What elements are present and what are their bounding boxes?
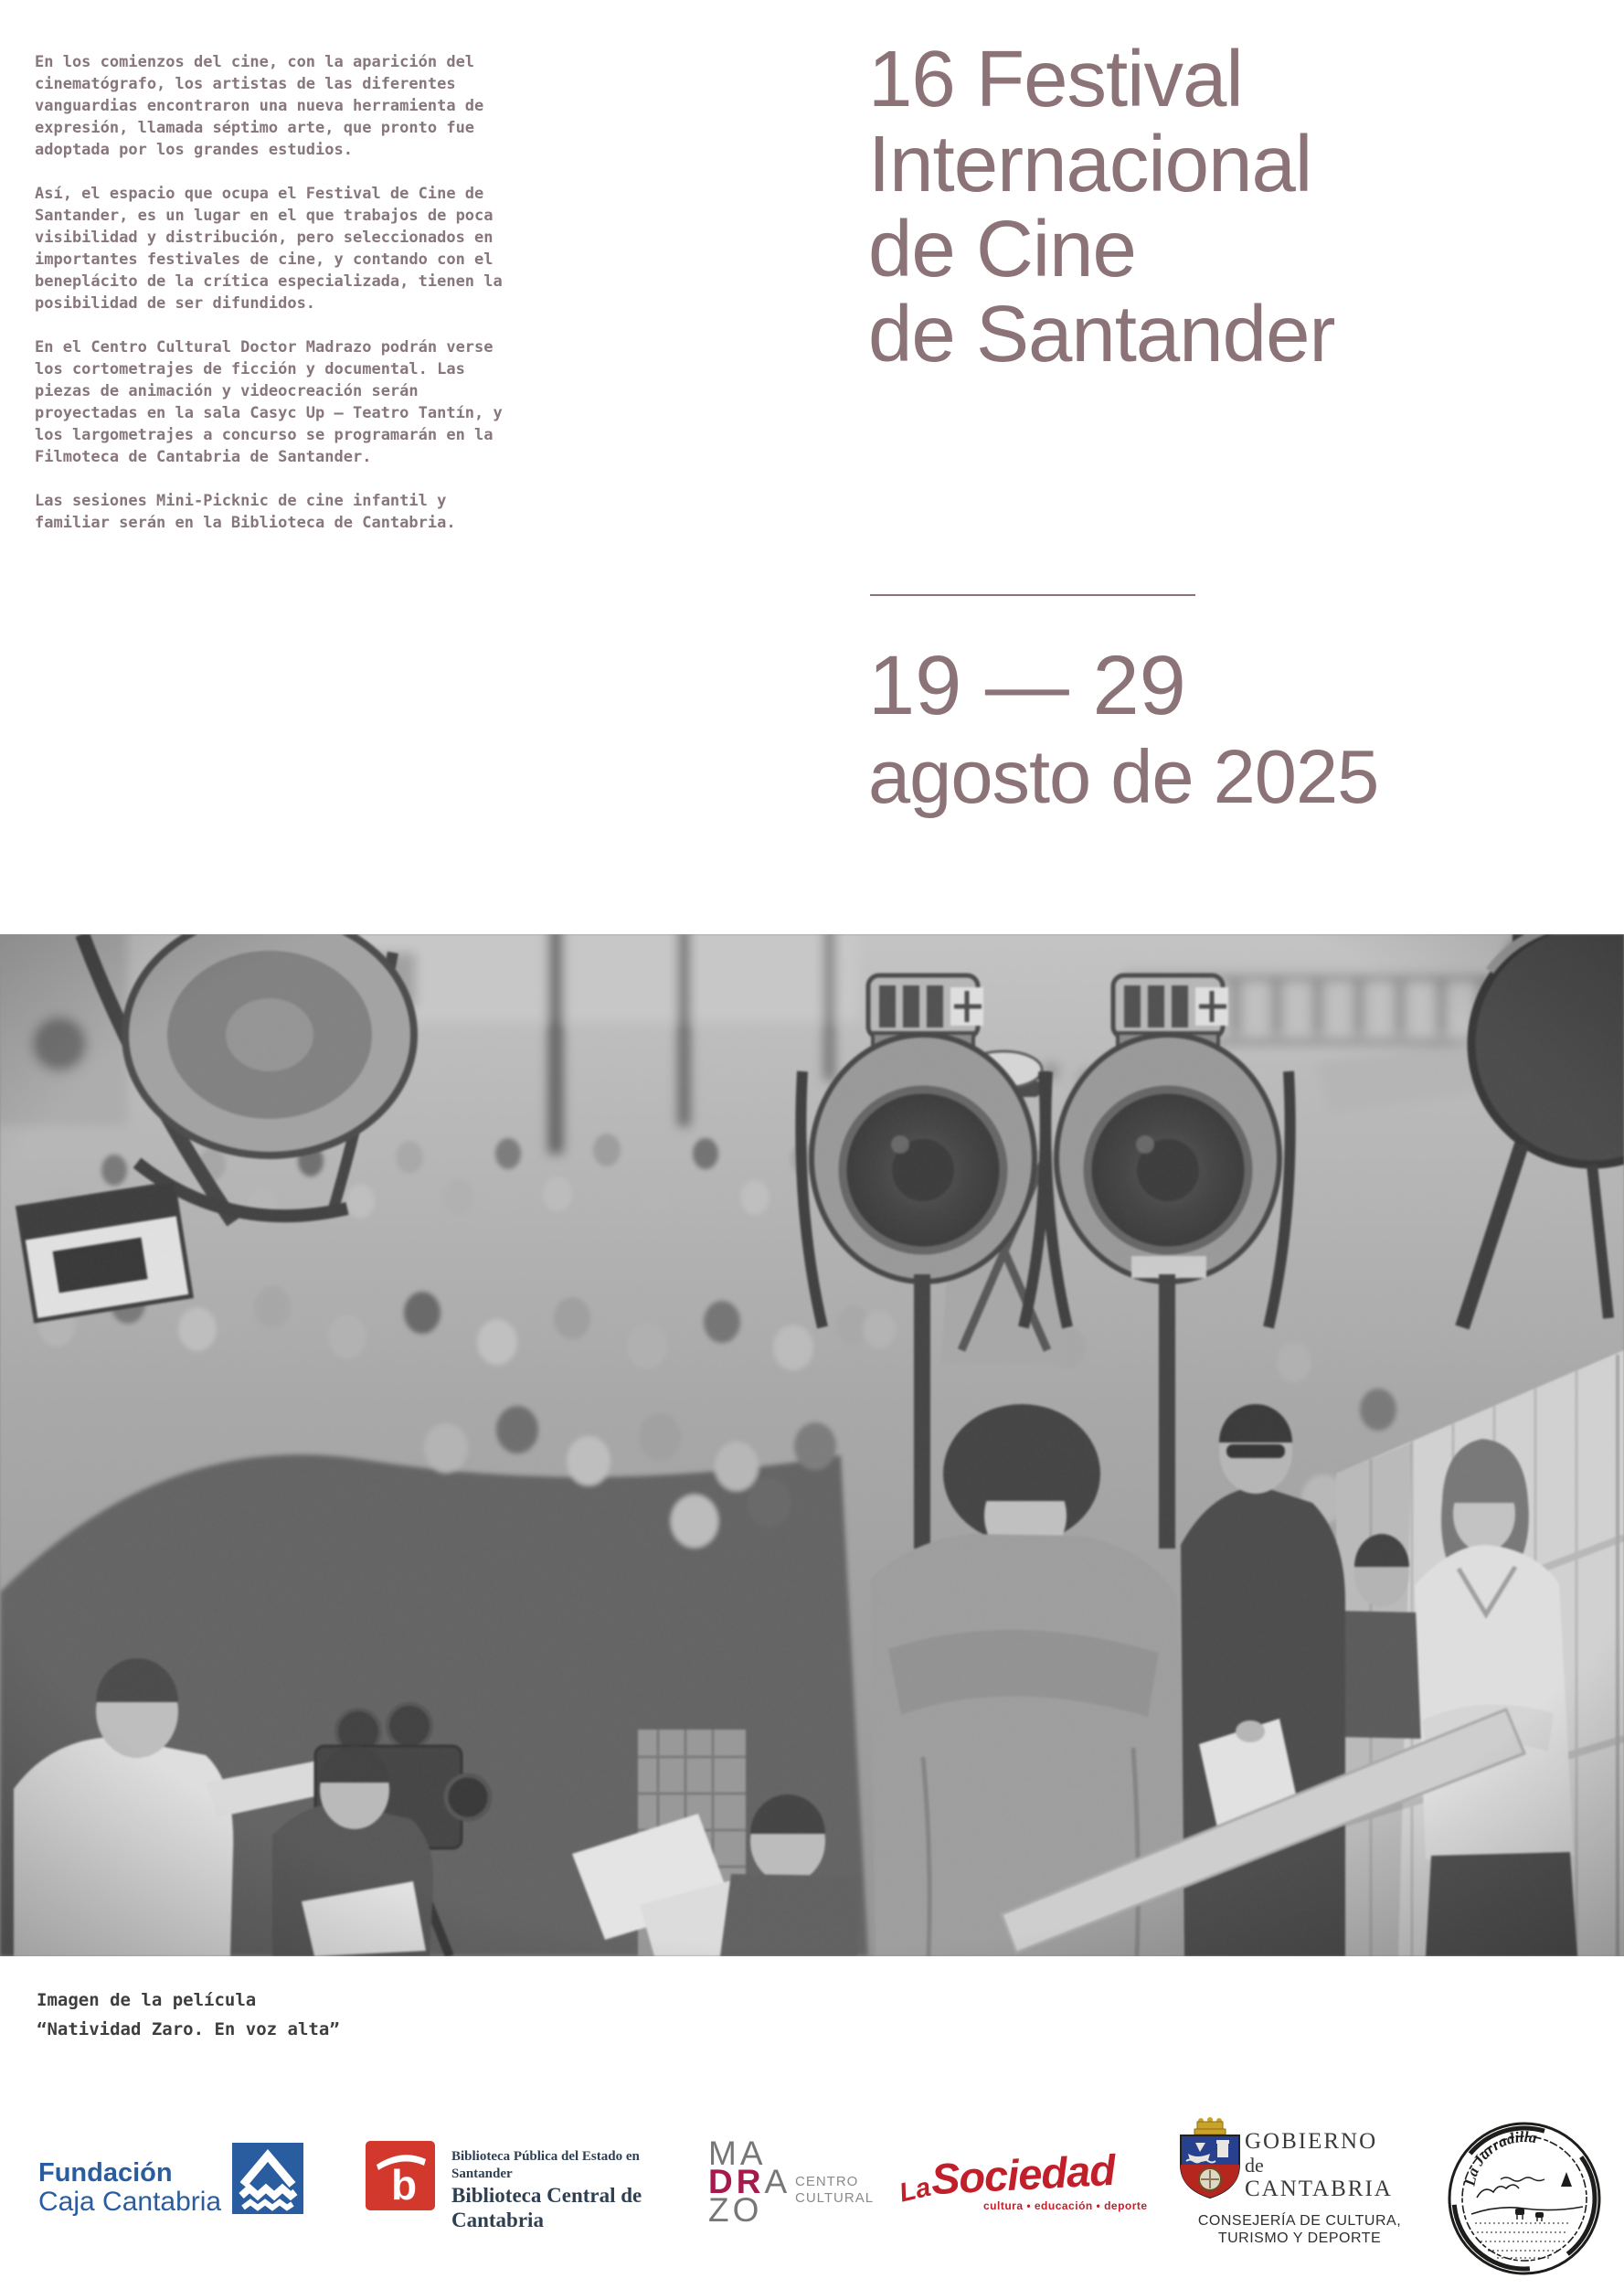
festival-photo-illustration [0, 934, 1624, 1956]
sociedad-la: La [897, 2172, 934, 2209]
biblioteca-line: Cantabria [451, 2209, 544, 2231]
caption-line: Imagen de la película [37, 1990, 257, 2010]
intro-paragraph: Las sesiones Mini-Picknic de cine infantil y familiar serán en la Biblioteca de Cantabria. [35, 492, 456, 532]
intro-paragraph: Así, el espacio que ocupa el Festival de Cine de Santander, es un lugar en el que trabajos de poca visibilidad y distribución, pero seleccionados en importantes festivales de cine, y contando con el beneplácito de la crítica especializada, tienen la posibilidad de ser difundidos. [35, 185, 503, 313]
logo-fundacion-caja-cantabria [38, 2159, 221, 2216]
festival-dates: 19 — 29 [868, 639, 1186, 732]
biblioteca-b-icon [366, 2141, 435, 2215]
madrazo-row: ZO [708, 2191, 763, 2229]
title-line: de Cine [868, 205, 1136, 293]
gobierno-line: GOBIERNO [1245, 2129, 1378, 2154]
fundacion-name-line: Caja Cantabria [38, 2187, 222, 2217]
festival-month: agosto de 2025 [868, 734, 1379, 819]
jarradilla-name: La Jarradilla [1460, 2127, 1539, 2188]
gobierno-cantabria-shield-icon [1177, 2117, 1243, 2209]
fundacion-mountain-icon [232, 2143, 303, 2219]
sociedad-word: Sociedad [929, 2145, 1117, 2204]
caption-line: “Natividad Zaro. En voz alta” [37, 2019, 340, 2039]
gobierno-line: CANTABRIA [1245, 2177, 1393, 2201]
sociedad-tagline: cultura • educación • deporte [983, 2199, 1148, 2212]
festival-title [868, 37, 1334, 377]
biblioteca-line: Biblioteca Pública del Estado en Santander [451, 2149, 640, 2181]
logo-biblioteca-central [451, 2148, 698, 2232]
festival-photo [0, 934, 1624, 1956]
title-line: 16 Festival [868, 35, 1243, 123]
biblioteca-line: Biblioteca Central de [451, 2184, 642, 2207]
fundacion-name-line: Fundación [38, 2158, 173, 2188]
title-line: de Santander [868, 290, 1335, 378]
logo-madrazo-centro-cultural [708, 2135, 875, 2229]
title-divider-line [870, 594, 1195, 596]
intro-text [35, 51, 503, 556]
gobierno-consejeria [1153, 2212, 1446, 2247]
title-line: Internacional [868, 120, 1312, 208]
logo-la-jarradilla-stamp [1444, 2112, 1605, 2286]
biblioteca-letter: b [391, 2161, 418, 2209]
madrazo-subtitle [795, 2174, 874, 2207]
madrazo-subtitle-line: CENTRO [795, 2174, 859, 2189]
intro-paragraph: En los comienzos del cine, con la aparición del cinematógrafo, los artistas de las diferentes vanguardias encontraron una nueva herramienta de expresión, llamada séptimo arte, que pronto fue adoptada por los grandes estudios. [35, 53, 484, 159]
photo-caption [37, 1986, 340, 2044]
intro-paragraph: En el Centro Cultural Doctor Madrazo podrán verse los cortometrajes de ficción y documental. Las piezas de animación y videocreación serán proyectadas en la sala Casyc Up – Teatro Tantín, y los largometrajes a concurso se programarán en la Filmoteca de Cantabria de Santander. [35, 338, 503, 466]
gobierno-line: de [1245, 2154, 1264, 2177]
madrazo-row: MA [708, 2135, 767, 2172]
gobierno-consejeria-line: TURISMO Y DEPORTE [1217, 2230, 1382, 2246]
logo-gobierno-cantabria [1245, 2130, 1393, 2201]
madrazo-a: A [764, 2163, 791, 2200]
gobierno-consejeria-line: CONSEJERÍA DE CULTURA, [1197, 2213, 1402, 2229]
madrazo-dr: DR [708, 2163, 765, 2200]
madrazo-subtitle-line: CULTURAL [795, 2190, 875, 2206]
